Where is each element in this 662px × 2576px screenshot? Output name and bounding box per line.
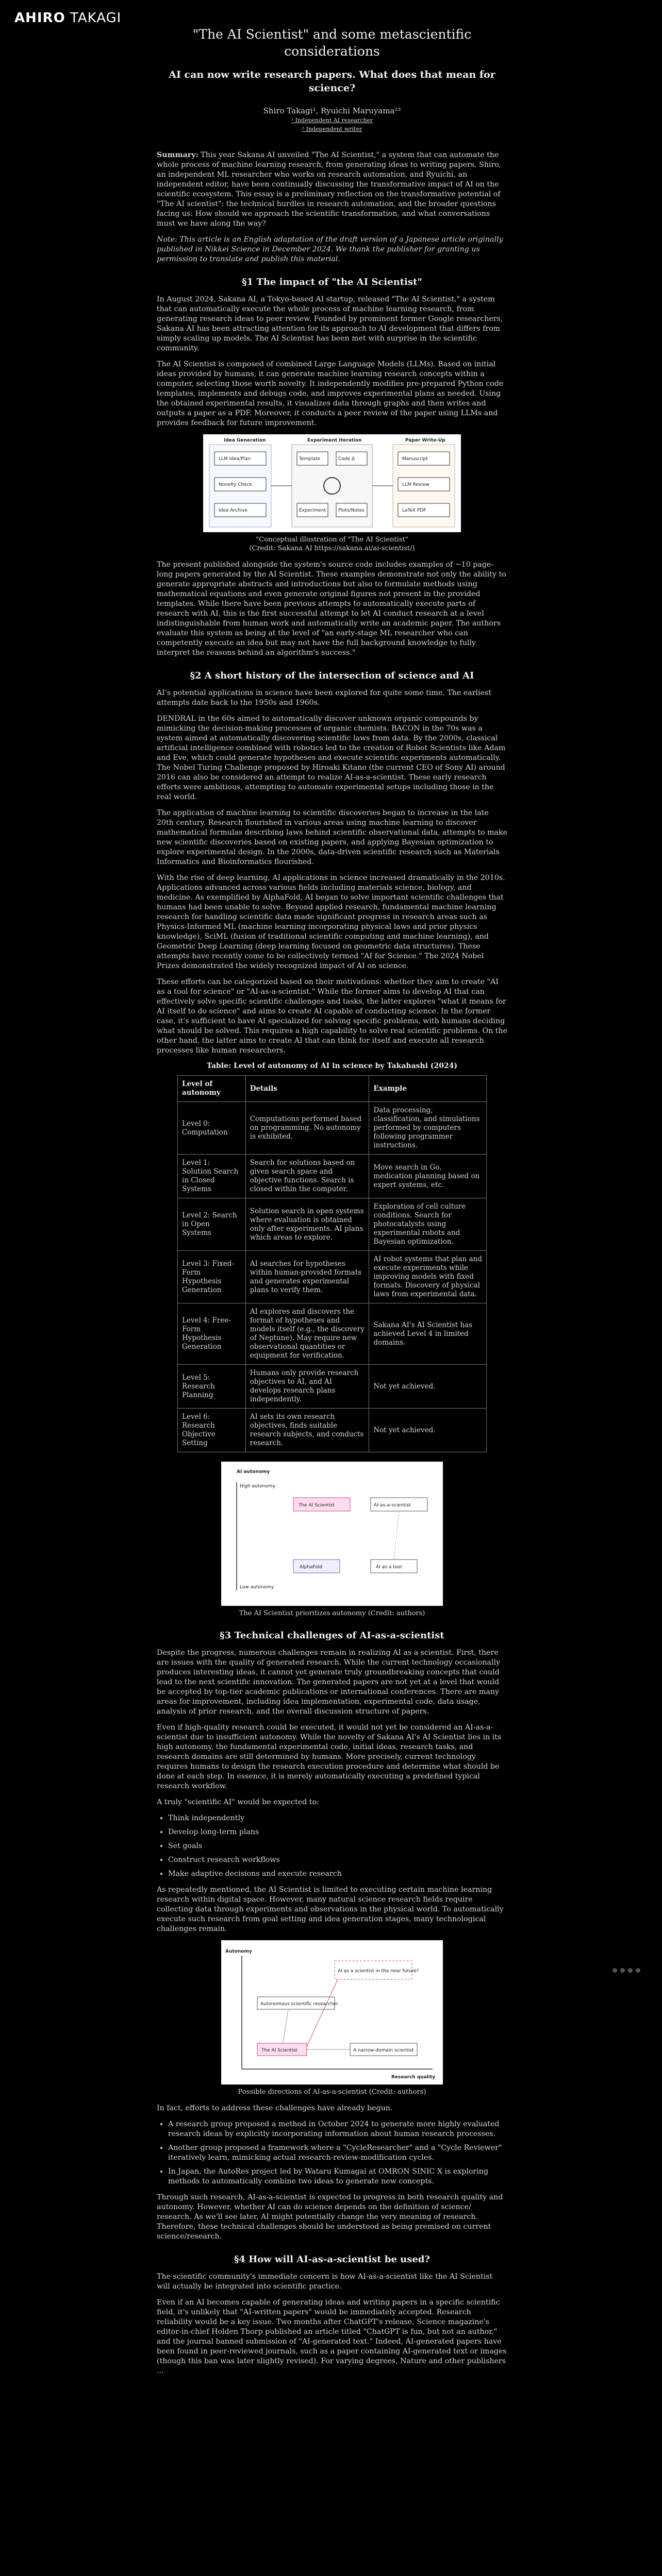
- table-cell: Sakana AI's AI Scientist has achieved Level 4 in limited domains.: [369, 1303, 487, 1365]
- section-heading: §2 A short history of the intersection of science and AI: [190, 670, 474, 681]
- svg-text:AI-as-a-scientist: AI-as-a-scientist: [374, 1503, 411, 1508]
- diagram-title: AI autonomy: [237, 1469, 270, 1475]
- pager-dot[interactable]: [636, 1968, 640, 1973]
- page-subtitle: AI can now write research papers. What does that mean for science?: [169, 69, 495, 94]
- paragraph: Even if high-quality research could be executed, it would not yet be considered an AI-as-a-scientist due to insufficient autonomy. While the novelty of Sakana AI's AI Scientist lies in its high autonomy, the fundamental experimental code, initial ideas, research tasks, and research domains are still determined by humans. More precisely, current technology requires humans to design the research execution procedure and determine what should be done at each step. In essence, it is merely automatically executing a predefined typical research workflow.: [157, 1723, 502, 1790]
- svg-text:Template: Template: [299, 456, 321, 462]
- translation-note: Note: This article is an English adaptation of the draft version of a Japanese article originally published in Nikkei Science in December 2024. We thank the publisher for granting us permission to translate and publish this material.: [157, 235, 503, 263]
- paragraph: The AI Scientist is composed of combined Large Language Models (LLMs). Based on initial ideas provided by humans, it can generate machine learning research concepts within a computer, selecting those worth novelty. It independently modifies pre-prepared Python code templates, implements and debugs code, and improves experimental plans as needed. Using the obtained experimental results, it visualizes data through graphs and then writes and outputs a paper as a PDF. Moreover, it conducts a peer review of the paper using LLMs and provides feedback for future improvement.: [157, 360, 504, 427]
- table-row: [178, 1303, 487, 1365]
- bullet-list: [157, 2120, 507, 2187]
- svg-text:Research quality: Research quality: [391, 2075, 436, 2080]
- list-item: • Make adaptive decisions and execute research: [168, 1869, 507, 1879]
- svg-text:AlphaFold: AlphaFold: [300, 1565, 323, 1570]
- table-row: [178, 1198, 487, 1251]
- svg-text:Novelty Check: Novelty Check: [219, 482, 253, 487]
- table-cell: Exploration of cell culture conditions. Search for photocatalysts using experimental robots and Bayesian optimization.: [369, 1198, 487, 1251]
- paragraph: These efforts can be categorized based on their motivations: whether they aim to create "AI as a tool for science" or "AI-as-a-scientist." While the former aims to develop AI that can effectively solve specific scientific challenges and tasks, the latter explores "what it means for AI itself to do science" and aims to create AI capable of conducting science. In the former case, it's sufficient to have AI specialized for solving specific problems, with humans deciding what should be solved. This requires a high capability to solve real scientific problems. On the other hand, the latter aims to create AI that can think for itself and execute all research processes like human researchers.: [157, 978, 507, 1055]
- figure-pager[interactable]: [613, 1968, 640, 1973]
- list-item: • Develop long-term plans: [168, 1827, 507, 1837]
- table-cell: AI searches for hypotheses within human-provided formats and generates experimental plans to verify them.: [245, 1251, 369, 1303]
- table-cell: Search for solutions based on given search space and objective functions. Search is closed within the computer.: [245, 1155, 369, 1198]
- pager-dot[interactable]: [620, 1968, 625, 1973]
- paragraph: Through such research, AI-as-a-scientist is expected to progress in both research quality and autonomy. However, whether AI can do science depends on the definition of science/ research. As we'll see later, AI might potentially change the very meaning of research. Therefore, these technical challenges should be understood as being premised on current science/research.: [157, 2193, 503, 2241]
- list-item: • Construct research workflows: [168, 1855, 507, 1865]
- table-cell: Move search in Go, medication planning based on expert systems, etc.: [369, 1155, 487, 1198]
- pager-dot[interactable]: [628, 1968, 633, 1973]
- svg-text:Autonomy: Autonomy: [225, 1949, 252, 1954]
- figure-caption: The AI Scientist prioritizes autonomy (Credit: authors): [239, 1609, 425, 1617]
- figure-caption: "Conceptual illustration of "The AI Scientist" (Credit: Sakana AI https://sakana.ai/ai-scientist/): [249, 536, 415, 552]
- pager-dot[interactable]: [613, 1968, 617, 1973]
- svg-text:Idea Archive: Idea Archive: [219, 508, 247, 513]
- column-header: Example: [369, 1076, 487, 1102]
- svg-text:Manuscript: Manuscript: [402, 456, 428, 462]
- svg-text:Plots/Notes: Plots/Notes: [338, 508, 365, 513]
- autonomy-table: [177, 1075, 487, 1452]
- paragraph: In fact, efforts to address these challenges have already begun.: [157, 2104, 393, 2112]
- table-cell: Level 5: Research Planning: [178, 1365, 246, 1409]
- authors: Shiro Takagi¹, Ryuichi Maruyama²³: [263, 106, 401, 115]
- list-item: • Another group proposed a framework where a "CycleResearcher" and a "Cycle Reviewer" iteratively learn, mimicking actual research-review-modification cycles.: [168, 2143, 507, 2163]
- directions-diagram: [221, 1940, 443, 2084]
- svg-text:LLM Idea/Plan: LLM Idea/Plan: [219, 456, 251, 462]
- svg-text:Autonomous scientific research: Autonomous scientific researcher: [260, 2002, 338, 2007]
- list-item: • A research group proposed a method in October 2024 to generate more highly evaluated research ideas by explicitly incorporating information about human research processes.: [168, 2120, 507, 2139]
- table-row: [178, 1365, 487, 1409]
- ai-scientist-diagram: [203, 434, 461, 532]
- page-title: "The AI Scientist" and some metascientific considerations: [192, 27, 472, 59]
- svg-text:Low autonomy: Low autonomy: [240, 1585, 274, 1590]
- table-row: [178, 1102, 487, 1155]
- table-cell: AI explores and discovers the format of hypotheses and models itself (e.g., the discovery of Neptune). May require new observational quantities or equipment for verification.: [245, 1303, 369, 1365]
- paragraph: In August 2024, Sakana AI, a Tokyo-based AI startup, released "The AI Scientist," a system that can automatically execute the whole process of machine learning research, from generating research ideas to peer review. Founded by prominent former Google researchers, Sakana AI has been attracting attention for its approach to AI development that differs from simply scaling up models. The AI Scientist has been met with surprise in the scientific community.: [157, 295, 503, 352]
- svg-text:Experiment: Experiment: [299, 508, 326, 513]
- article: [157, 0, 507, 2382]
- paragraph: AI's potential applications in science have been explored for quite some time. The earliest attempts date back to the 1950s and 1960s.: [157, 689, 491, 707]
- summary: Summary: This year Sakana AI unveiled "The AI Scientist," a system that can automate the whole process of machine learning research, from generating ideas to writing papers. Shiro, an independent ML researcher who works on research automation, and Ryuichi, an independent editor, have been continually discussing the transformative impact of AI on the scientific ecosystem. This essay is a preliminary reflection on the transformative potential of "The AI scientist": the technical hurdles in research automation, and the broader questions facing us: How should we approach the scientific transformation, and what conversations must we have along the way?: [157, 151, 502, 228]
- svg-text:A narrow-domain scientist: A narrow-domain scientist: [353, 2048, 414, 2053]
- section-heading: §4 How will AI-as-a-scientist be used?: [234, 2254, 430, 2265]
- svg-text:Paper Write-Up: Paper Write-Up: [405, 438, 445, 443]
- paragraph: DENDRAL in the 60s aimed to automatically discover unknown organic compounds by mimicking the decision-making processes of organic chemists. BACON in the 70s was a system aimed at automatically discovering scientific laws from data. By the 2000s, classical artificial intelligence combined with robotics led to the creation of Robot Scientists like Adam and Eve, which could generate hypotheses and execute scientific experiments automatically. The Nobel Turing Challenge proposed by Hiroaki Kitano (the current CEO of Sony AI) around 2016 can also be considered an attempt to realize AI-as-a-scientist. These early research efforts were ambitious, attempting to automate experimental setups including those in the real world.: [157, 715, 506, 801]
- paragraph: The scientific community's immediate concern is how AI-as-a-scientist like the AI Scientist will actually be integrated into scientific practice.: [157, 2273, 493, 2291]
- svg-text:The AI Scientist: The AI Scientist: [299, 1503, 335, 1508]
- column-header: Details: [245, 1076, 369, 1102]
- paragraph: The application of machine learning to scientific discoveries began to increase in the late 20th century. Research flourished in various areas using machine learning to discover mathematical formulas describing laws behind scientific observational data, attempts to make new scientific discoveries based on existing papers, and applying Bayesian optimization to explore experimental design. In the 2000s, data-driven scientific research such as Materials Informatics and Bioinformatics flourished.: [157, 809, 507, 866]
- table-cell: Level 3: Fixed-Form Hypothesis Generation: [178, 1251, 246, 1303]
- paragraph: The present published alongside the system's source code includes examples of ~10 page-long papers generated by the AI Scientist. These examples demonstrate not only the ability to generate appropriate abstracts and introductions but also to formulate methods using mathematical equations and even generate original figures not present in the provided templates. While there have been previous attempts to automatically execute parts of research with AI, this is the first successful attempt to let AI conduct research at a level indistinguishable from human work and automatically write an academic paper. The authors evaluate this system as being at the level of "an early-stage ML researcher who can competently execute an idea but may not have the full background knowledge to fully interpret the reasons behind an algorithm's success.": [157, 561, 506, 657]
- svg-text:AI as a tool: AI as a tool: [376, 1565, 402, 1570]
- paragraph: As repeatedly mentioned, the AI Scientist is limited to executing certain machine learning research within digital space. However, many natural science research fields require collecting data through experiments and observations in the physical world. To automatically execute such research from goal setting and idea generation stages, many technological challenges remain.: [157, 1886, 504, 1933]
- svg-text:Experiment Iteration: Experiment Iteration: [307, 438, 362, 443]
- paragraph: Despite the progress, numerous challenges remain in realizing AI as a scientist. First, there are issues with the quality of generated research. While the current technology occasionally produces interesting ideas, it cannot yet generate truly groundbreaking concepts that could lead to the next scientific innovation. The generated papers are not yet at a level that would be accepted by top-tier academic publications or international conferences. There are many areas for improvement, including idea implementation, experimental code, data usage, analysis of prior research, and the overall discussion structure of papers.: [157, 1649, 501, 1716]
- table-row: [178, 1251, 487, 1303]
- table-cell: Level 4: Free-Form Hypothesis Generation: [178, 1303, 246, 1365]
- table-row: [178, 1409, 487, 1452]
- paragraph: Even if an AI becomes capable of generating ideas and writing papers in a specific scientific field, it's unlikely that "AI-written papers" would be immediately accepted. Research reliability would be a key issue. Two months after ChatGPT's release, Science magazine's editor-in-chief Holden Thorp published an article titled "ChatGPT is fun, but not an author," and the journal banned submission of "AI-generated text." Indeed, AI-generated papers have been found in peer-reviewed journals, such as a paper containing AI-generated text or images (though this ban was later slightly revised). For varying degrees, Nature and other publishers ...: [157, 2298, 507, 2375]
- section-heading: §3 Technical challenges of AI-as-a-scientist: [220, 1630, 444, 1641]
- svg-text:AI as a scientist in the near: AI as a scientist in the near future?: [338, 1969, 419, 1974]
- table-cell: AI robot systems that plan and execute experiments while improving models with fixed formats. Discovery of physical laws from experimental data.: [369, 1251, 487, 1303]
- svg-text:The AI Scientist: The AI Scientist: [261, 2048, 297, 2053]
- table-row: [178, 1155, 487, 1198]
- svg-text:High autonomy: High autonomy: [240, 1484, 276, 1489]
- table-cell: Not yet achieved.: [369, 1365, 487, 1409]
- svg-text:LaTeX PDF: LaTeX PDF: [402, 508, 426, 513]
- paragraph: A truly "scientific AI" would be expected to:: [157, 1798, 319, 1806]
- section-heading: §1 The impact of "the AI Scientist": [242, 277, 422, 287]
- table-cell: Data processing, classification, and simulations performed by computers following programmer instructions.: [369, 1102, 487, 1155]
- list-item: • Think independently: [168, 1814, 507, 1823]
- table-cell: Level 2: Search in Open Systems: [178, 1198, 246, 1251]
- figure-caption: Possible directions of AI-as-a-scientist (Credit: authors): [238, 2088, 426, 2096]
- list-item: • In Japan, the AutoRes project led by Wataru Kumagai at OMRON SINIC X is exploring methods to automatically combine two ideas to generate new concepts.: [168, 2167, 507, 2187]
- bullet-list: [157, 1814, 507, 1879]
- table-cell: Computations performed based on programming. No autonomy is exhibited.: [245, 1102, 369, 1155]
- table-cell: Not yet achieved.: [369, 1409, 487, 1452]
- paragraph: With the rise of deep learning, AI applications in science increased dramatically in the 2010s. Applications advanced across various fields including materials science, biology, and medicine. As exemplified by AlphaFold, AI began to solve important scientific challenges that humans had been unable to solve. Beyond applied research, fundamental machine learning research for handling scientific data made significant progress in research areas such as Physics-Informed ML (machine learning incorporating physical laws and prior physics knowledge), SciML (fusion of traditional scientific computing and machine learning), and Geometric Deep Learning (deep learning focused on geometric data structures). These attempts have recently come to be collectively termed "AI for Science." The 2024 Nobel Prizes demonstrated the widely recognized impact of AI on science.: [157, 874, 505, 970]
- svg-text:Code Δ: Code Δ: [338, 456, 355, 462]
- table-caption: Table: Level of autonomy of AI in science by Takahashi (2024): [206, 1062, 458, 1070]
- table-cell: Level 6: Research Objective Setting: [178, 1409, 246, 1452]
- table-cell: Solution search in open systems where evaluation is obtained only after experiments. AI plans which areas to explore.: [245, 1198, 369, 1251]
- svg-text:LLM Review: LLM Review: [402, 482, 429, 487]
- column-header: Level of autonomy: [178, 1076, 246, 1102]
- table-cell: AI sets its own research objectives, finds suitable research subjects, and conducts research.: [245, 1409, 369, 1452]
- affiliation[interactable]: ² Independent writer: [302, 126, 362, 132]
- affiliation[interactable]: ¹ Independent AI researcher: [291, 117, 373, 124]
- autonomy-diagram: [221, 1462, 443, 1606]
- site-logo[interactable]: AHIRO TAKAGI: [14, 10, 122, 26]
- svg-text:Idea Generation: Idea Generation: [224, 438, 266, 443]
- table-cell: Level 1: Solution Search in Closed Systems: [178, 1155, 246, 1198]
- list-item: • Set goals: [168, 1841, 507, 1851]
- table-cell: Level 0: Computation: [178, 1102, 246, 1155]
- table-cell: Humans only provide research objectives to AI, and AI develops research plans independently.: [245, 1365, 369, 1409]
